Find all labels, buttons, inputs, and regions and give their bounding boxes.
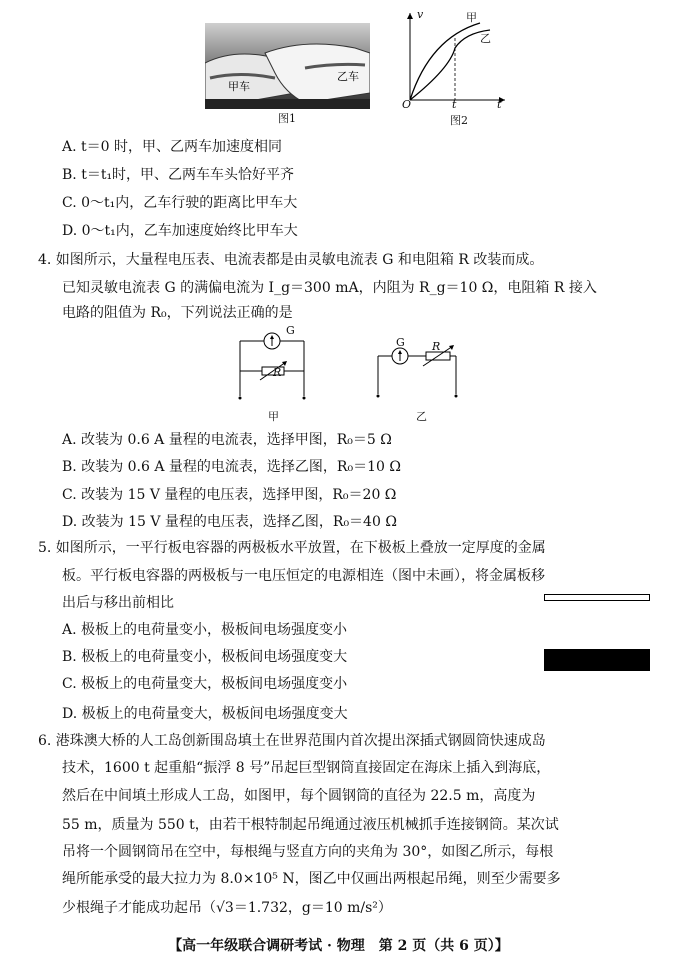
circuit-yi [368,336,468,401]
q4-option-a: A. 改装为 0.6 A 量程的电流表，选择甲图，R₀＝5 Ω [62,432,392,448]
q4-line-1: 4. 如图所示，大量程电压表、电流表都是由灵敏电流表 G 和电阻箱 R 改装而成。 [38,252,544,268]
label-yi-car: 乙车 [337,70,359,83]
circuit-jia [232,326,312,406]
curve-jia-label: 甲 [466,11,477,24]
axis-v-label: v [417,8,424,21]
capacitor-upper-plate [544,594,650,601]
figure2-caption: 图2 [450,114,468,127]
q4-line-3: 电路的阻值为 R₀，下列说法正确的是 [62,305,293,321]
label-jia-car: 甲车 [228,80,250,93]
q3-option-a: A. t＝0 时，甲、乙两车加速度相同 [62,139,282,155]
q4-line-2: 已知灵敏电流表 G 的满偏电流为 I_g＝300 mA，内阻为 R_g＝10 Ω，电阻箱 R 接入 [62,280,597,296]
origin-label: O [402,98,412,111]
q4-option-c: C. 改装为 15 V 量程的电压表，选择甲图，R₀＝20 Ω [62,487,397,503]
figure1-caption: 图1 [278,112,296,125]
q4-option-b: B. 改装为 0.6 A 量程的电流表，选择乙图，R₀＝10 Ω [62,459,401,475]
q5-line-3: 出后与移出前相比 [62,595,174,611]
metal-plate-lower [544,649,650,671]
q6-line-1: 6. 港珠澳大桥的人工岛创新围岛填土在世界范围内首次提出深插式钢圆筒快速成岛 [38,733,546,749]
circuit-yi-label: 乙 [416,410,427,423]
q5-option-c: C. 极板上的电荷量变大，极板间电场强度变小 [62,676,348,692]
q3-option-b: B. t＝t₁时，甲、乙两车车头恰好平齐 [62,167,295,183]
circuit-yi-r-label: R [432,340,441,353]
page-footer: 【高一年级联合调研考试 · 物理 第 2 页（共 6 页）】 [168,938,509,954]
curve-yi-label: 乙 [480,32,491,45]
q6-line-3: 然后在中间填土形成人工岛，如图甲，每个圆钢筒的直径为 22.5 m，高度为 [62,788,536,804]
train-photo [205,23,370,109]
q6-line-5: 吊将一个圆钢筒吊在空中，每根绳与竖直方向的夹角为 30°，如图乙所示，每根 [62,844,554,860]
circuit-jia-g-label: G [286,324,295,337]
q5-line-2: 板。平行板电容器的两极板与一电压恒定的电源相连（图中未画），将金属板移 [62,568,545,584]
q3-option-c: C. 0～t₁内，乙车行驶的距离比甲车大 [62,195,298,211]
q5-option-d: D. 极板上的电荷量变大，极板间电场强度变大 [62,706,348,722]
q5-line-1: 5. 如图所示，一平行板电容器的两极板水平放置，在下极板上叠放一定厚度的金属 [38,540,546,556]
q6-line-4: 55 m，质量为 550 t，由若干根特制起吊绳通过液压机械抓手连接钢筒。某次试 [62,817,559,833]
t1-label: t [452,98,457,111]
train-photo-drawing [205,23,370,109]
circuit-jia-r-label: R [273,366,282,379]
q3-option-d: D. 0～t₁内，乙车加速度始终比甲车大 [62,223,298,239]
q6-line-6: 绳所能承受的最大拉力为 8.0×10⁵ N，图乙中仅画出两根起吊绳，则至少需要多 [62,871,561,887]
circuit-jia-label: 甲 [268,410,279,423]
q5-option-b: B. 极板上的电荷量变小，极板间电场强度变大 [62,649,348,665]
q6-line-2: 技术，1600 t 起重船“振浮 8 号”吊起巨型钢筒直接固定在海床上插入到海底， [62,760,551,776]
q5-option-a: A. 极板上的电荷量变小，极板间电场强度变小 [62,622,348,638]
q6-line-7: 少根绳子才能成功起吊（√3＝1.732，g＝10 m/s²） [62,900,392,916]
circuit-yi-g-label: G [396,336,405,349]
q4-option-d: D. 改装为 15 V 量程的电压表，选择乙图，R₀＝40 Ω [62,514,397,530]
axis-t-label: t [497,98,502,111]
